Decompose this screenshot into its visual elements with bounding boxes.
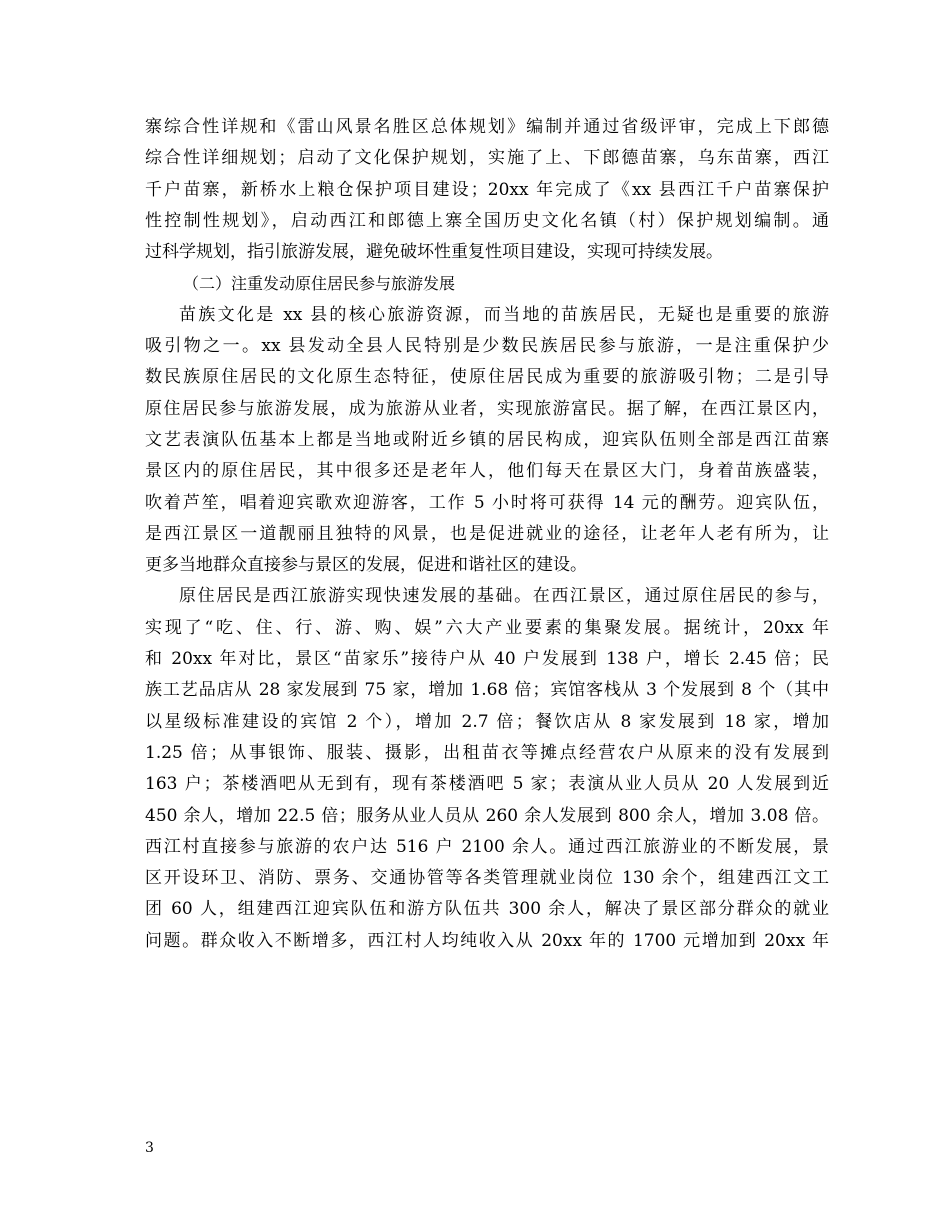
text-line: 以星级标准建设的宾馆 2 个），增加 2.7 倍；餐饮店从 8 家发展到 18 家，增加 — [145, 711, 829, 732]
text-line: 163 户；茶楼酒吧从无到有，现有茶楼酒吧 5 家；表演从业人员从 20 人发展到近 — [145, 774, 829, 795]
text-line: 450 余人，增加 22.5 倍；服务从业人员从 260 余人发展到 800 余人，增加 3.08 倍。 — [145, 805, 829, 826]
text-line: 团 60 人，组建西江迎宾队伍和游方队伍共 300 余人，解决了景区部分群众的就业 — [145, 899, 829, 920]
text-line: 吸引物之一。xx 县发动全县人民特别是少数民族居民参与旅游，一是注重保护少 — [145, 336, 829, 357]
text-line: 寨综合性详规和《雷山风景名胜区总体规划》编制并通过省级评审，完成上下郎德 — [145, 117, 829, 137]
text-line: 吹着芦笙，唱着迎宾歌欢迎游客，工作 5 小时将可获得 14 元的酬劳。迎宾队伍， — [145, 492, 829, 513]
text-line: 族工艺品店从 28 家发展到 75 家，增加 1.68 倍；宾馆客栈从 3 个发展到 8 个（其中 — [145, 680, 829, 701]
text-line: 区开设环卫、消防、票务、交通协管等各类管理就业岗位 130 余个，组建西江文工 — [145, 868, 829, 889]
paragraph-first-line: 原住居民是西江旅游实现快速发展的基础。在西江景区，通过原住居民的参与， — [179, 586, 829, 607]
paragraph-first-line: 苗族文化是 xx 县的核心旅游资源，而当地的苗族居民，无疑也是重要的旅游 — [179, 304, 829, 325]
page-number: 3 — [145, 1140, 154, 1156]
text-line: 和 20xx 年对比，景区“苗家乐”接待户从 40 户发展到 138 户，增长 2.45 倍；民 — [145, 649, 829, 670]
text-line: 千户苗寨，新桥水上粮仓保护项目建设；20xx 年完成了《xx 县西江千户苗寨保护 — [145, 179, 829, 200]
text-line: 景区内的原住居民，其中很多还是老年人，他们每天在景区大门，身着苗族盛装， — [145, 461, 829, 482]
text-line: 更多当地群众直接参与景区的发展，促进和谐社区的建设。 — [145, 555, 587, 576]
body-text — [145, 112, 829, 957]
text-line: 西江村直接参与旅游的农户达 516 户 2100 余人。通过西江旅游业的不断发展，景 — [145, 836, 829, 857]
text-line: 数民族原住居民的文化原生态特征，使原住居民成为重要的旅游吸引物；二是引导 — [145, 367, 829, 388]
text-line: 是西江景区一道靓丽且独特的风景，也是促进就业的途径，让老年人老有所为，让 — [145, 523, 829, 544]
text-line: 过科学规划，指引旅游发展，避免破坏性重复性项目建设，实现可持续发展。 — [145, 242, 723, 263]
text-line: 问题。群众收入不断增多，西江村人均纯收入从 20xx 年的 1700 元增加到 20xx 年 — [145, 930, 829, 951]
text-line: 原住居民参与旅游发展，成为旅游从业者，实现旅游富民。据了解，在西江景区内， — [145, 398, 829, 419]
text-line: 实现了“吃、住、行、游、购、娱”六大产业要素的集聚发展。据统计，20xx 年 — [145, 617, 829, 638]
text-line: 1.25 倍；从事银饰、服装、摄影，出租苗衣等摊点经营农户从原来的没有发展到 — [145, 742, 829, 763]
text-line: 综合性详细规划；启动了文化保护规划，实施了上、下郎德苗寨，乌东苗寨，西江 — [145, 148, 829, 169]
text-line: 性控制性规划》，启动西江和郎德上寨全国历史文化名镇（村）保护规划编制。通 — [145, 210, 829, 231]
section-heading: （二）注重发动原住居民参与旅游发展 — [183, 274, 456, 294]
text-line: 文艺表演队伍基本上都是当地或附近乡镇的居民构成，迎宾队伍则全部是西江苗寨 — [145, 429, 829, 450]
